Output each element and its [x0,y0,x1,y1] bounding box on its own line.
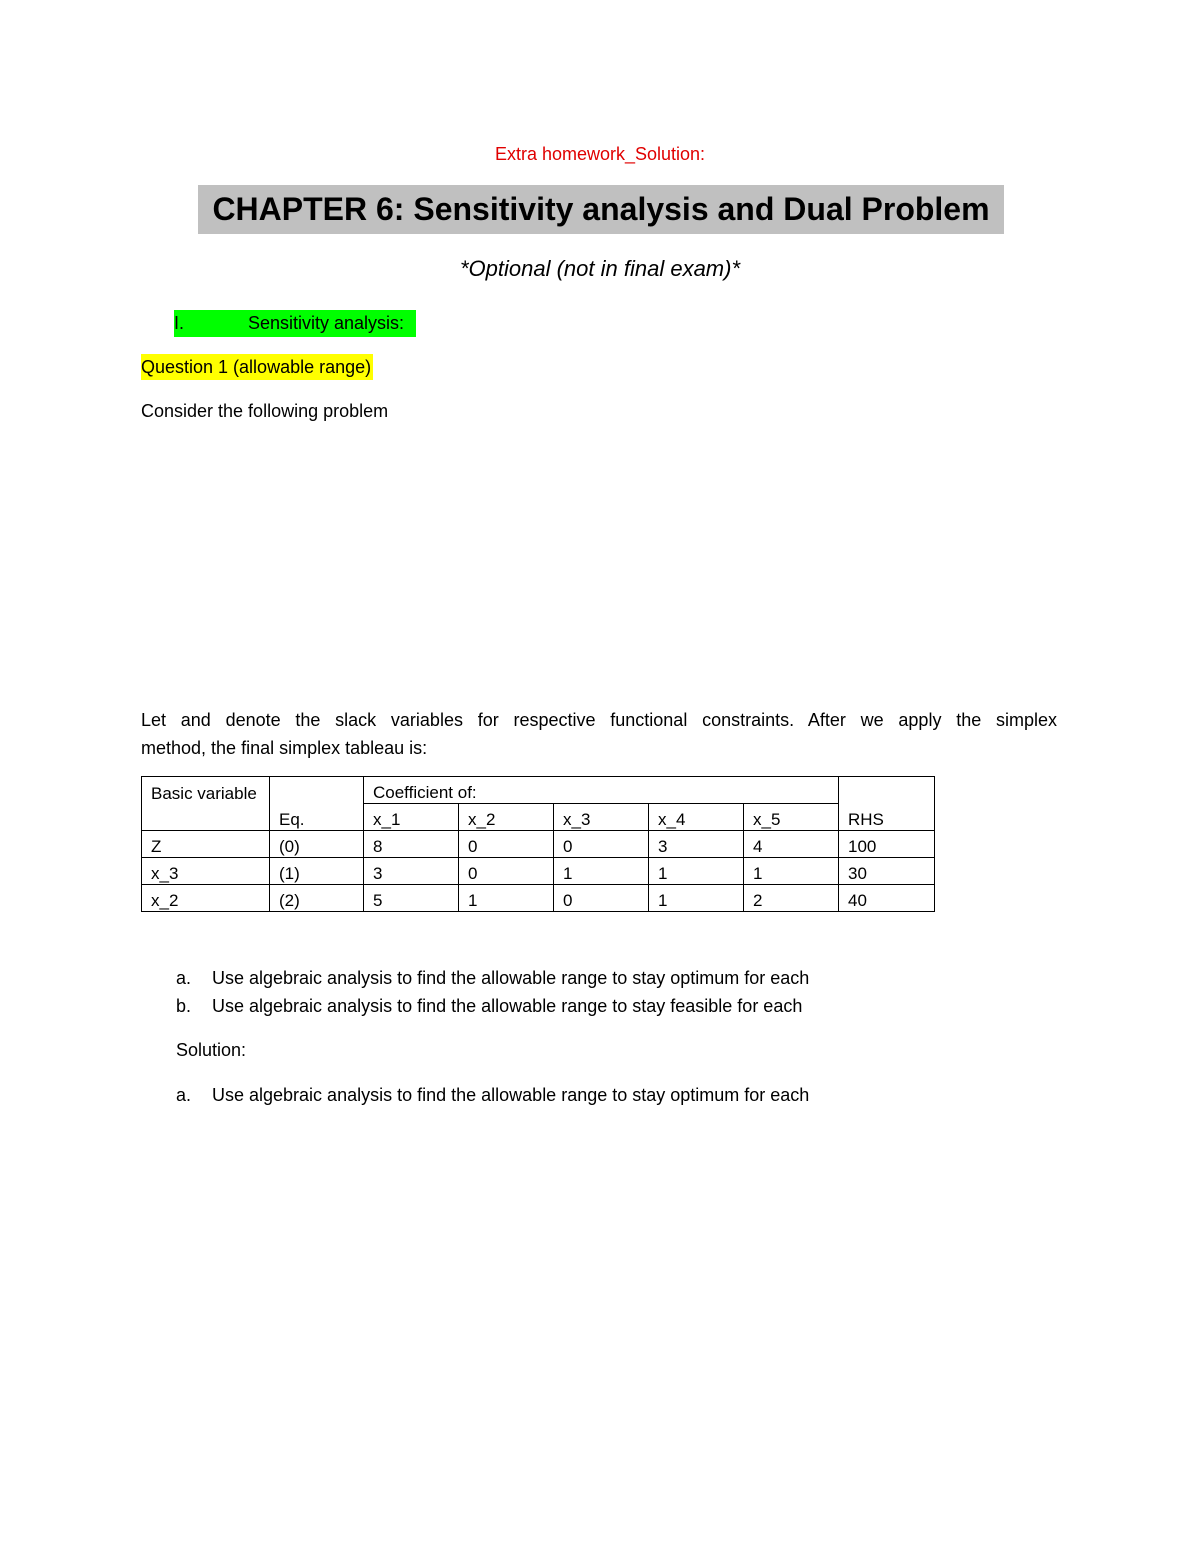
slack-paragraph-line1: Let and denote the slack variables for respective functional constraints. After we apply the simplex [141,710,1057,730]
solution-label: Solution: [176,1040,247,1060]
cell-value: 1 [649,858,744,885]
cell-value: 0 [554,831,649,858]
cell-value: 0 [459,831,554,858]
cell-value: 0 [554,885,649,912]
list-item [176,1081,809,1109]
list-marker: a. [176,968,192,988]
cell-rhs: 40 [839,885,935,912]
cell-value: 5 [364,885,459,912]
cell-basic: x_3 [142,858,270,885]
question-heading: Question 1 (allowable range) [141,354,373,380]
cell-rhs: 100 [839,831,935,858]
list-item [176,964,809,992]
list-text: Use algebraic analysis to find the allowable range to stay optimum for each [212,1085,810,1105]
cell-eq: (0) [270,831,364,858]
header-note: Extra homework_Solution: [494,144,706,164]
cell-value: 1 [459,885,554,912]
section-heading [174,310,416,337]
cell-value: 1 [554,858,649,885]
header-eq: Eq. [270,777,364,831]
table-row [142,885,935,912]
header-col-x5: x_5 [744,804,839,831]
cell-value: 8 [364,831,459,858]
subtitle: *Optional (not in final exam)* [459,256,741,281]
header-coefficient: Coefficient of: [364,777,839,804]
cell-value: 2 [744,885,839,912]
list-marker: b. [176,996,192,1016]
cell-basic: Z [142,831,270,858]
cell-value: 3 [364,858,459,885]
header-col-x1: x_1 [364,804,459,831]
list-text: Use algebraic analysis to find the allowable range to stay optimum for each [212,968,810,988]
table-row [142,858,935,885]
header-col-x2: x_2 [459,804,554,831]
cell-eq: (2) [270,885,364,912]
intro-paragraph: Consider the following problem [141,401,389,421]
cell-value: 1 [744,858,839,885]
title-highlight [198,185,1004,234]
list-item [176,992,802,1020]
cell-basic: x_2 [142,885,270,912]
list-text: Use algebraic analysis to find the allowable range to stay feasible for each [212,996,803,1016]
header-rhs: RHS [839,777,935,831]
cell-eq: (1) [270,858,364,885]
table-header-row [142,777,935,804]
section-number: I. [174,313,185,333]
cell-value: 1 [649,885,744,912]
section-label: Sensitivity analysis: [248,313,405,333]
cell-value: 4 [744,831,839,858]
header-basic-variable: Basic variable [142,777,270,831]
chapter-title: CHAPTER 6: Sensitivity analysis and Dual Problem [212,191,990,227]
table-row [142,831,935,858]
header-col-x4: x_4 [649,804,744,831]
cell-rhs: 30 [839,858,935,885]
slack-paragraph-line2: method, the final simplex tableau is: [141,738,428,758]
simplex-tableau [141,776,935,912]
header-col-x3: x_3 [554,804,649,831]
cell-value: 3 [649,831,744,858]
cell-value: 0 [459,858,554,885]
list-marker: a. [176,1085,192,1105]
